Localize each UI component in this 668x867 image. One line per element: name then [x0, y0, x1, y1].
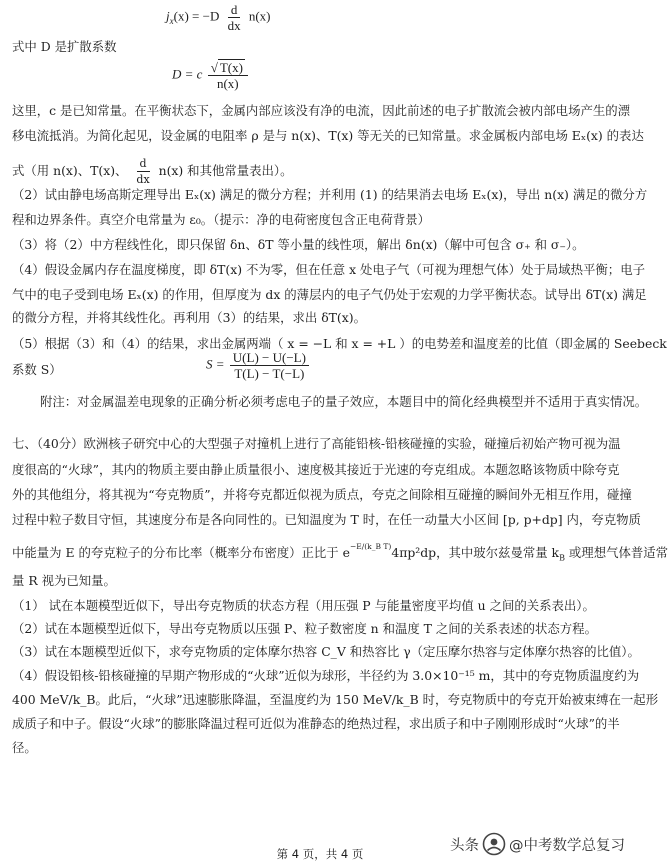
- question-heading: 七、（40分）欧洲核子研究中心的大型强子对撞机上进行了高能铅核-铅核碰撞的实验，碰撞后初始产物可视为温: [12, 436, 621, 451]
- derivative-fraction: $\frac{d}{dx}$: [136, 157, 150, 186]
- note-line: 附注：对金属温差电现象的正确分析必须考虑电子的量子效应，本题目中的简化经典模型并不适用于真实情况。: [40, 394, 648, 409]
- text-line: 外的其他组分，将其视为“夸克物质”，并将夸克都近似视为质点，夸克之间除相互碰撞的瞬间外无相互作用，碰撞: [12, 487, 632, 502]
- subquestion-4: （4）假设铅核-铅核碰撞的早期产物形成的“火球”近似为球形，半径约为 3.0×10⁻¹⁵ m，其中的夸克物质温度约为: [12, 668, 640, 683]
- text-line: （2）试由静电场高斯定理导出 Eₓ(x) 满足的微分方程；并利用 (1) 的结果消去电场 Eₓ(x)，导出 n(x) 满足的微分方: [12, 187, 648, 202]
- text-line: 过程中粒子数目守恒，其速度分布是各向同性的。已知温度为 T 时，在任一动量大小区间 [p, p+dp] 内，夸克物质: [12, 512, 641, 527]
- text-line: （4）假设金属内存在温度梯度，即 δT(x) 不为零，但在任意 x 处电子气（可视为理想气体）处于局域热平衡；电子: [12, 262, 645, 277]
- subquestion-2: （2）试在本题模型近似下，导出夸克物质以压强 P、粒子数密度 n 和温度 T 之间的关系表述的状态方程。: [12, 621, 597, 636]
- equation-seebeck: S = $\frac{U(L) - U(-L)}{T(L) - T(-L)}$: [206, 350, 311, 381]
- text-line: 400 MeV/k_B。此后，“火球”迅速膨胀降温，至温度约为 150 MeV/k_B 时，夸克物质中的夸克开始被束缚在一起形: [12, 692, 659, 707]
- subquestion-1: （1） 试在本题模型近似下，导出夸克物质的状态方程（用压强 P 与能量密度平均值 u 之间的关系表出）。: [12, 598, 595, 613]
- text-line: 系数 S）: [12, 362, 62, 377]
- text-line: 中能量为 E 的夸克粒子的分布比率（概率分布密度）正比于 $e^{-E/(k\_B T)}4\pi p^2dp$，其中玻尔兹曼常量 $k_B$ 或理想气体普适常: [12, 542, 668, 563]
- text-line: 程和边界条件。真空介电常量为 ε₀。（提示：净的电荷密度包含正电荷背景）: [12, 212, 431, 227]
- text-line: 的微分方程，并将其线性化。再利用（3）的结果，求出 δT(x)。: [12, 310, 366, 325]
- text-line: 成质子和中子。假设“火球”的膨胀降温过程可近似为准静态的绝热过程，求出质子和中子刚刚形成时“火球”的半: [12, 716, 620, 731]
- text-line: 移电流抵消。为简化起见，设金属的电阻率 ρ 是与 n(x)、T(x) 等无关的已知常量。求金属板内部电场 Eₓ(x) 的表达: [12, 128, 644, 143]
- text-line: 径。: [12, 740, 37, 755]
- seebeck-fraction: $\frac{U(L) - U(-L)}{T(L) - T(-L)}$: [230, 350, 309, 381]
- page-footer: 第 4 页，共 4 页: [276, 847, 364, 861]
- text-line: 度很高的“火球”，其内的物质主要由静止质量很小、速度极其接近于光速的夸克组成。本题忽略该物质中除夸克: [12, 462, 620, 477]
- subquestion-3: （3）试在本题模型近似下，求夸克物质的定体摩尔热容 C_V 和热容比 γ（定压摩尔热容与定体摩尔热容的比值）。: [12, 644, 640, 659]
- text-line: 量 R 视为已知量。: [12, 573, 116, 588]
- text-line: 式中 D 是扩散系数: [12, 39, 117, 54]
- text-line: （3）将（2）中方程线性化，即只保留 δn、δT 等小量的线性项，解出 δn(x)（解中可包含 σ₊ 和 σ₋）。: [12, 237, 585, 252]
- diffusion-fraction: $\frac{√ T(x)}{n(x)}$: [208, 60, 248, 91]
- derivative-fraction: $\frac{d}{dx}$: [227, 2, 241, 33]
- watermark: 头条 @中考数学总复习: [450, 832, 625, 856]
- text-line: 气中的电子受到电场 Eₓ(x) 的作用，但厚度为 dx 的薄层内的电子气仍处于宏观的力学平衡状态。试导出 δT(x) 满足: [12, 287, 647, 302]
- text-line: 式（用 n(x)、T(x)、 $\frac{d}{dx}$ n(x) 和其他常量表出）。: [12, 157, 293, 186]
- equation-current: $j_x(x) = -D$ $\frac{d}{dx}$ n(x): [166, 2, 271, 33]
- text-line: 这里，c 是已知常量。在平衡状态下，金属内部应该没有净的电流，因此前述的电子扩散流会被内部电场产生的漂: [12, 103, 631, 118]
- text-line: （5）根据（3）和（4）的结果，求出金属两端（ x = −L 和 x = +L ）的电势差和温度差的比值（即金属的 Seebeck: [12, 336, 667, 351]
- equation-diffusion: D = c $\frac{√ T(x)}{n(x)}$: [172, 60, 250, 91]
